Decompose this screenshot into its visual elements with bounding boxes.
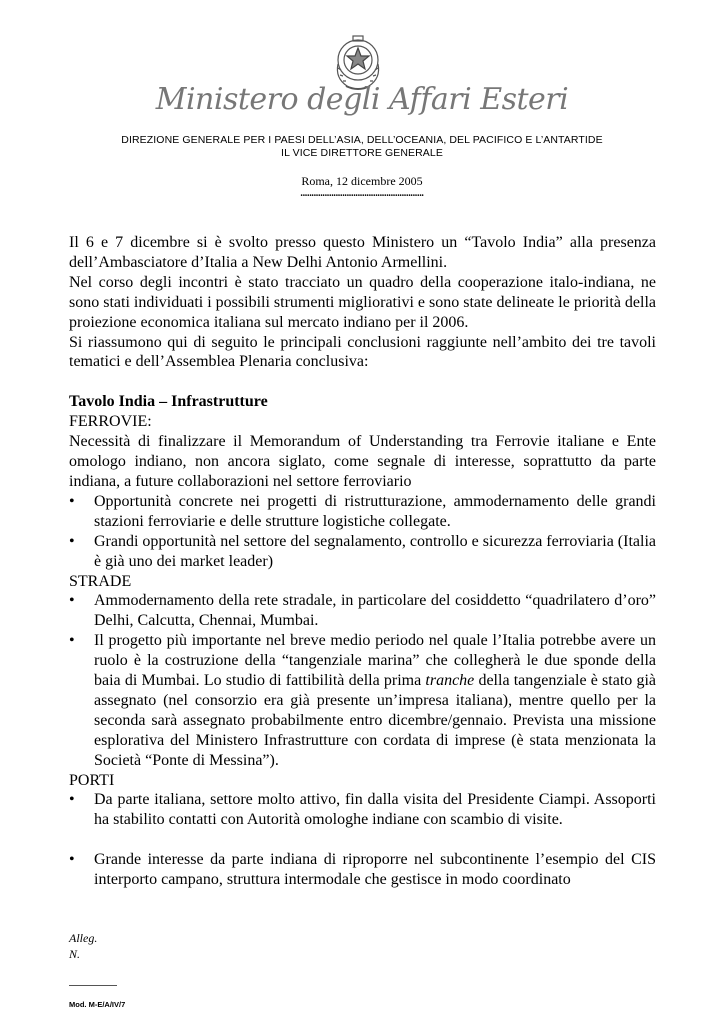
list-item: [69, 492, 656, 532]
dotted-separator: ........................................................: [300, 188, 424, 199]
bullet-icon: •: [69, 851, 75, 869]
footer-n: N.: [69, 947, 81, 961]
document-date: Roma, 12 dicembre 2005: [301, 174, 423, 188]
ferrovie-text: Necessità di finalizzare il Memorandum of Understanding tra Ferrovie italiane e Ente omologo indiano, non ancora siglato, come segnale di interesse, soprattutto da parte indiana, a future collaborazioni nel settore ferroviario: [69, 433, 656, 490]
bullet-icon: •: [69, 592, 75, 610]
intro-paragraph-3: Si riassumono qui di seguito le principali conclusioni raggiunte nell’ambito dei tre tavoli tematici e dell’Assemblea Plenaria conclusiva:: [69, 333, 656, 371]
list-item: [69, 790, 656, 830]
list-item: [69, 591, 656, 631]
text-run: Il progetto più importante nel breve medio periodo nel quale l’Italia potrebbe avere un ruolo è la costruzione della “tangenziale marina” che collegherà le due sponde della baia di Mumbai. Lo studio di fattibilità della prima: [94, 632, 656, 690]
italic-term: tranche: [425, 672, 475, 690]
list-item-text: Grande interesse da parte indiana di riproporre nel subcontinente l’esempio del CIS interporto campano, struttura intermodale che gestisce in modo coordinato: [94, 851, 656, 889]
intro-paragraph-2: Nel corso degli incontri è stato tracciato un quadro della cooperazione italo-indiana, ne sono stati individuati i possibili strumenti migliorativi e sono state delineate le priorità della proiezione economica italiana sul mercato indiano per il 2006.: [69, 273, 657, 331]
letter-body: [69, 233, 656, 890]
list-item-text: [94, 631, 656, 770]
ferrovie-heading: FERROVIE:: [69, 413, 152, 431]
section-title: Tavolo India – Infrastrutture: [69, 393, 268, 411]
list-item: [69, 631, 656, 770]
department-line-2: IL VICE DIRETTORE GENERALE: [281, 147, 443, 159]
bullet-icon: •: [69, 791, 75, 809]
department-line-1: DIREZIONE GENERALE PER I PAESI DELL’ASIA, DELL’OCEANIA, DEL PACIFICO E L’ANTARTIDE: [121, 134, 603, 146]
footer-annotations: [69, 930, 97, 962]
list-item-text: Opportunità concrete nei progetti di ristrutturazione, ammodernamento delle grandi stazioni ferroviarie e delle strutture logistiche collegate.: [94, 492, 656, 530]
footer-divider: [69, 985, 117, 986]
list-item-text: Ammodernamento della rete stradale, in particolare del cosiddetto “quadrilatero d’oro” Delhi, Calcutta, Chennai, Mumbai.: [94, 592, 656, 630]
porti-heading: PORTI: [69, 771, 115, 789]
bullet-icon: •: [69, 492, 75, 510]
list-item: [69, 850, 656, 890]
strade-heading: STRADE: [69, 572, 132, 590]
list-item-text: Grandi opportunità nel settore del segnalamento, controllo e sicurezza ferroviaria (Italia è già uno dei market leader): [94, 532, 656, 570]
department-header: [0, 134, 724, 160]
intro-paragraph-1: Il 6 e 7 dicembre si è svolto presso questo Ministero un “Tavolo India” alla presenza dell’Ambasciatore d’Italia a New Delhi Antonio Armellini.: [69, 234, 656, 271]
form-code: Mod. M-E/A/IV/7: [69, 1000, 126, 1009]
text-run: della tangenziale è stato già assegnato (nel consorzio era già presente un’impresa italiana), mentre quello per la seconda sarà assegnato probabilmente entro dicembre/gennaio. Prevista una missione esplorativa del Ministero Infrastrutture con cordata di imprese (è stata menzionata la Società “Ponte di Messina”).: [94, 672, 656, 769]
bullet-icon: •: [69, 632, 75, 650]
footer-alleg: Alleg.: [69, 931, 98, 945]
list-item: [69, 532, 656, 572]
bullet-icon: •: [69, 532, 75, 550]
list-item-text: Da parte italiana, settore molto attivo, fin dalla visita del Presidente Ciampi. Assoporti ha stabilito contatti con Autorità omologhe indiane con scambio di visite.: [94, 791, 656, 829]
ministry-logotype: Ministero degli Affari Esteri: [155, 82, 569, 117]
